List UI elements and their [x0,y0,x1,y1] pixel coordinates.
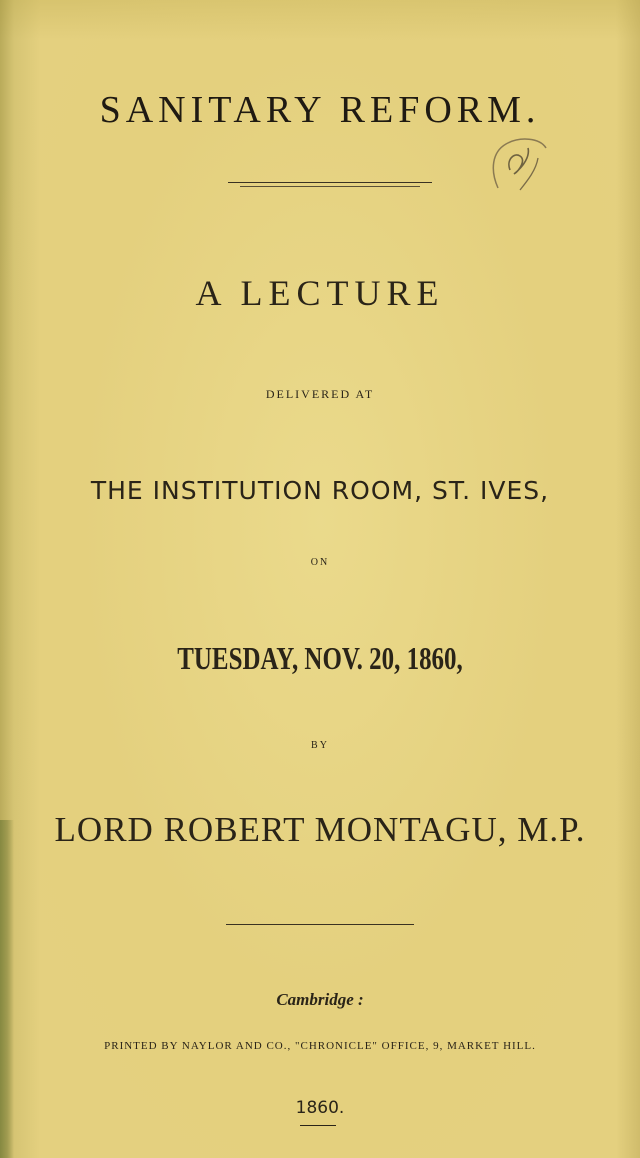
on-label: ON [310,557,330,568]
title-rule [228,182,432,183]
venue-line: THE INSTITUTION ROOM, ST. IVES, [90,476,550,505]
lecture-heading: A LECTURE [195,273,445,313]
author-name: LORD ROBERT MONTAGU, M.P. [54,810,586,849]
imprint-place: Cambridge : [276,990,364,1009]
lecture-date: TUESDAY, NOV. 20, 1860, [177,640,463,676]
publication-year: 1860. [295,1098,345,1118]
delivered-at-label: DELIVERED AT [265,387,375,401]
by-label: BY [311,740,329,751]
title-rule-second [240,186,420,187]
year-rule [300,1125,336,1126]
printer-line: PRINTED BY NAYLOR AND CO., "CHRONICLE" OFFICE, 9, MARKET HILL. [104,1040,536,1052]
handwritten-pencil-mark [480,130,560,200]
author-rule [226,924,414,925]
document-title: SANITARY REFORM. [99,89,541,131]
